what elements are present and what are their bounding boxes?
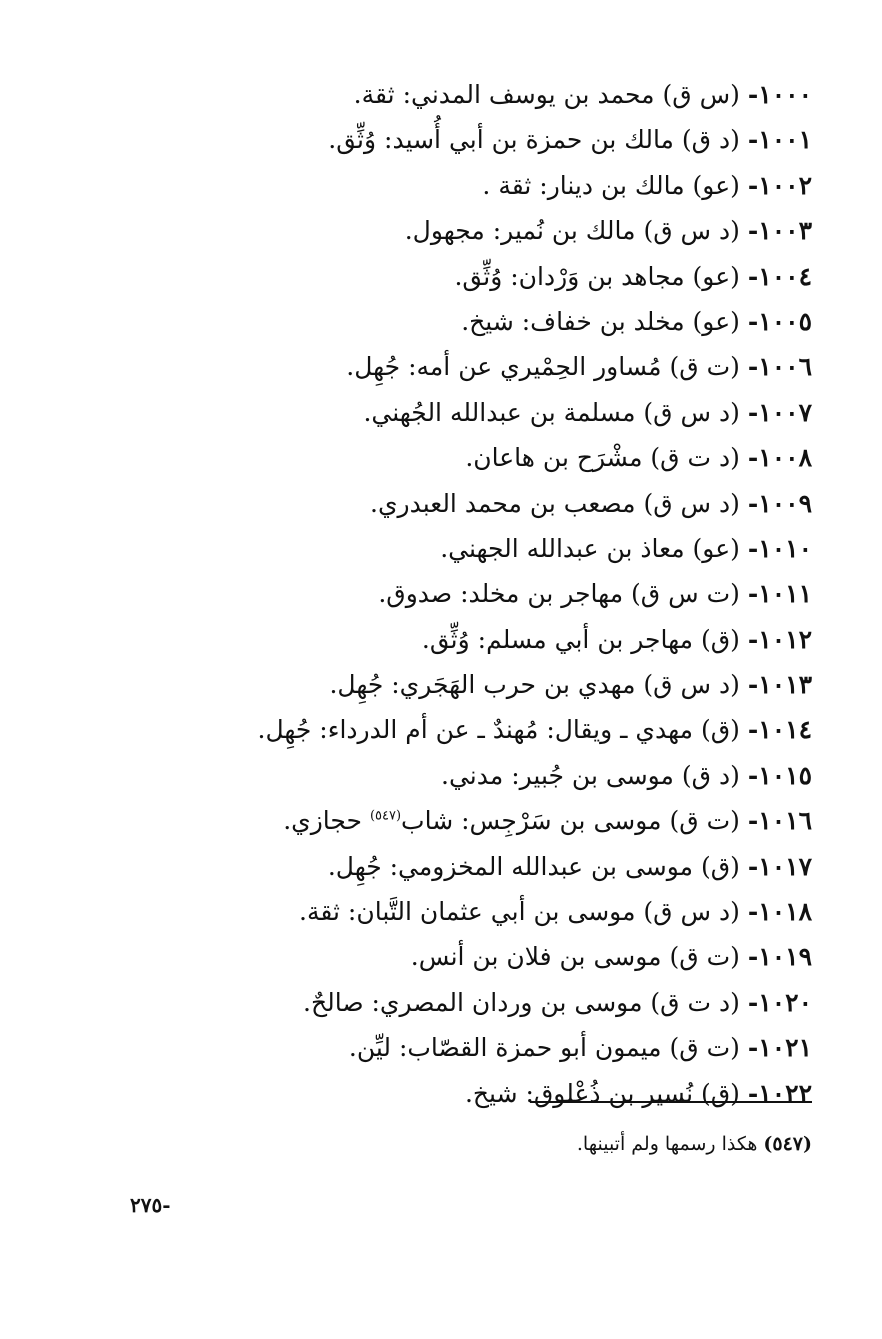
list-item: [92, 254, 812, 299]
entry-number: ١٠٢٠-: [747, 987, 812, 1017]
list-item: [92, 662, 812, 707]
entry-text: (ت ق) موسى بن فلان بن أنس.: [410, 942, 740, 972]
entry-number: ١٠٠٨-: [747, 443, 812, 473]
entry-number: ١٠٠٢-: [747, 170, 812, 200]
entry-text: (د ق) مالك بن حمزة بن أبي أُسيد: وُثِّق.: [328, 125, 740, 155]
list-item: [92, 1071, 812, 1116]
list-item: [92, 435, 812, 480]
entry-number: ١٠٠٩-: [747, 488, 812, 518]
entry-number: ١٠٠٠-: [747, 80, 812, 109]
list-item: [92, 72, 812, 117]
entry-text: (عو) مخلد بن خفاف: شيخ.: [461, 306, 740, 336]
list-item: [92, 798, 812, 843]
entry-text: (د س ق) مصعب بن محمد العبدري.: [370, 488, 740, 518]
entry-number: ١٠١٤-: [747, 715, 812, 745]
entry-text: (ت س ق) مهاجر بن مخلد: صدوق.: [378, 579, 740, 609]
entry-number: ١٠٠٥-: [747, 306, 812, 336]
list-item: [92, 208, 812, 253]
list-item: [92, 526, 812, 571]
entry-text: (ت ق) ميمون أبو حمزة القصّاب: ليِّن.: [348, 1033, 740, 1063]
entry-number: ١٠٠١-: [747, 125, 812, 155]
list-item: [92, 1025, 812, 1070]
entry-text: (ق) مهاجر بن أبي مسلم: وُثِّق.: [421, 624, 740, 654]
entry-number: ١٠١٧-: [747, 851, 812, 881]
list-item: [92, 889, 812, 934]
entry-text: (ق) نُسير بن ذُعْلوق: شيخ.: [464, 1078, 740, 1108]
entry-number: ١٠١٢-: [747, 624, 812, 654]
entry-text: (عو) مالك بن دينار: ثقة .: [482, 170, 740, 200]
entry-text: (د س ق) مالك بن نُمير: مجهول.: [404, 216, 740, 246]
list-item: [92, 390, 812, 435]
list-item: [92, 117, 812, 162]
entry-text: (عو) مجاهد بن وَرْدان: وُثِّق.: [454, 261, 740, 291]
entry-number: ١٠٢١-: [747, 1033, 812, 1063]
entry-text: (ت ق) موسى بن سَرْجِس: شاب: [401, 806, 740, 836]
entry-text: (س ق) محمد بن يوسف المدني: ثقة.: [353, 80, 740, 109]
entry-number: ١٠٠٣-: [747, 216, 812, 246]
page-number: -٢٧٥: [130, 1193, 171, 1217]
list-item: [92, 980, 812, 1025]
list-item: [92, 707, 812, 752]
footnote-number: (٥٤٧): [763, 1133, 812, 1155]
list-item: [92, 934, 812, 979]
list-item: [92, 844, 812, 889]
list-item: [92, 617, 812, 662]
footnote-divider: [530, 1101, 812, 1103]
entry-number: ١٠١٥-: [747, 760, 812, 790]
footnote-reference[interactable]: (٥٤٧): [369, 808, 402, 824]
list-item: [92, 299, 812, 344]
list-item: [92, 344, 812, 389]
list-item: [92, 163, 812, 208]
entry-text: (د س ق) موسى بن أبي عثمان التَّبان: ثقة.: [299, 897, 740, 927]
entry-number: ١٠٢٢-: [747, 1078, 812, 1108]
footnote-text: هكذا رسمها ولم أتبينها.: [576, 1133, 758, 1155]
entry-number: ١٠٠٦-: [747, 352, 812, 382]
entry-text: (د ت ق) مشْرَح بن هاعان.: [465, 443, 740, 473]
entry-text: (ق) موسى بن عبدالله المخزومي: جُهِل.: [327, 851, 740, 881]
entry-text: حجازي.: [283, 806, 370, 836]
footnote: [577, 1133, 812, 1155]
entry-number: ١٠١٣-: [747, 670, 812, 700]
entry-number: ١٠١٠-: [747, 533, 812, 563]
entry-text: (د ق) موسى بن جُبير: مدني.: [441, 760, 740, 790]
entry-text: (ت ق) مُساور الحِمْيري عن أمه: جُهِل.: [346, 352, 740, 382]
entry-text: (د س ق) مسلمة بن عبدالله الجُهني.: [363, 397, 740, 427]
list-item: [92, 753, 812, 798]
narrator-list: [92, 72, 812, 1116]
list-item: [92, 481, 812, 526]
entry-text: (ق) مهدي ـ ويقال: مُهندٌ ـ عن أم الدرداء: جُهِل.: [257, 715, 740, 745]
entry-number: ١٠١٦-: [747, 806, 812, 836]
entry-text: (عو) معاذ بن عبدالله الجهني.: [440, 533, 740, 563]
entry-number: ١٠١١-: [747, 579, 812, 609]
entry-number: ١٠٠٤-: [747, 261, 812, 291]
entry-number: ١٠٠٧-: [747, 397, 812, 427]
entry-number: ١٠١٨-: [747, 897, 812, 927]
entry-number: ١٠١٩-: [747, 942, 812, 972]
entry-text: (د س ق) مهدي بن حرب الهَجَري: جُهِل.: [329, 670, 740, 700]
entry-text: (د ت ق) موسى بن وردان المصري: صالحٌ.: [303, 987, 740, 1017]
list-item: [92, 571, 812, 616]
